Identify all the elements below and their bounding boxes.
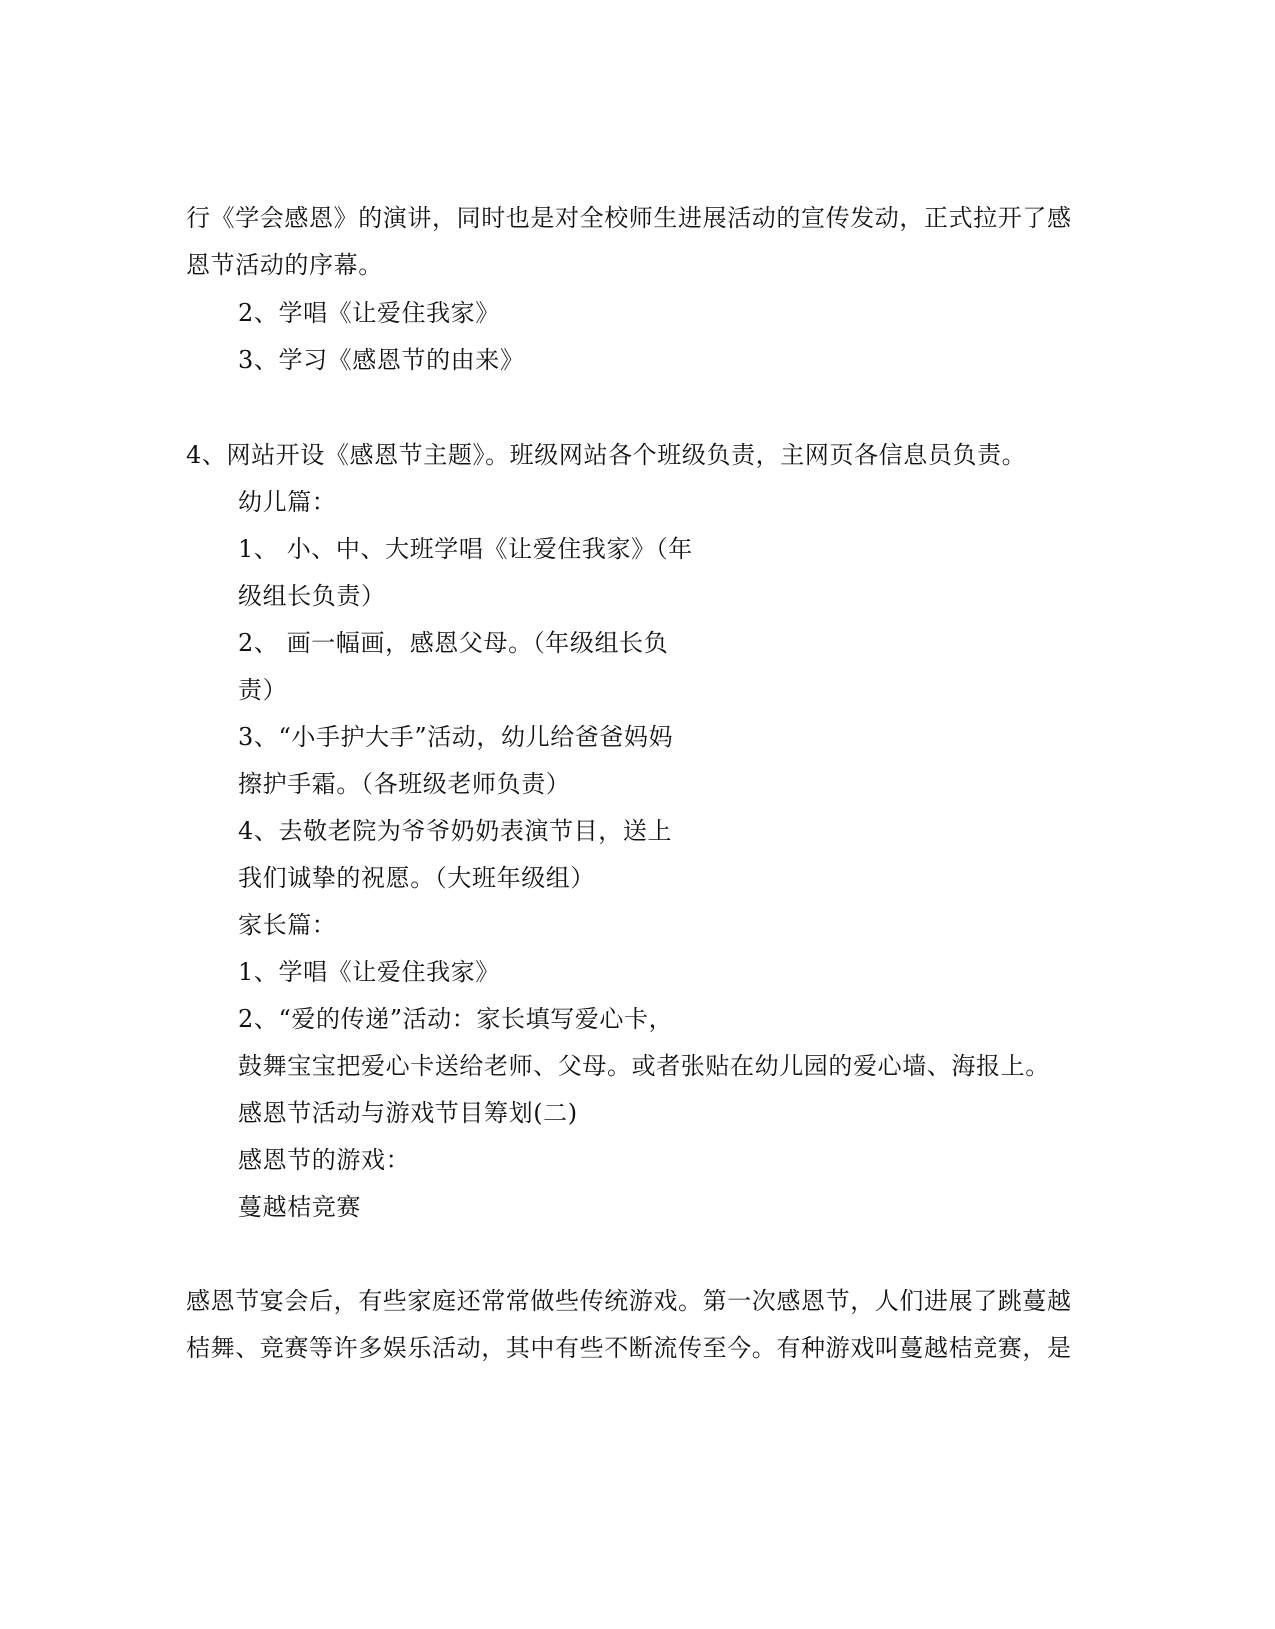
list-item-continuation: 责） bbox=[238, 676, 288, 704]
list-item-continuation: 我们诚挚的祝愿。（大班年级组） bbox=[238, 864, 595, 892]
section-title: 感恩节活动与游戏节目筹划(二) bbox=[238, 1099, 578, 1127]
list-item: 3、学习《感恩节的由来》 bbox=[238, 346, 525, 374]
section-heading: 感恩节的游戏： bbox=[238, 1146, 411, 1174]
list-item: 1、学唱《让爱住我家》 bbox=[238, 958, 500, 986]
list-item: 1、 小、中、大班学唱《让爱住我家》（年 bbox=[238, 535, 693, 563]
list-item: 4、去敬老院为爷爷奶奶表演节目，送上 bbox=[238, 817, 673, 845]
subsection-heading: 蔓越桔竞赛 bbox=[238, 1193, 361, 1221]
list-item: 2、 画一幅画，感恩父母。（年级组长负 bbox=[238, 629, 669, 657]
list-item-continuation: 级组长负责） bbox=[238, 582, 386, 610]
section-heading: 幼儿篇： bbox=[238, 488, 337, 516]
list-item: 2、学唱《让爱住我家》 bbox=[238, 299, 500, 327]
list-item: 2、“爱的传递”活动：家长填写爱心卡， bbox=[238, 1005, 674, 1033]
list-item: 4、网站开设《感恩节主题》。班级网站各个班级负责，主网页各信息员负责。 bbox=[186, 441, 1027, 469]
list-item-continuation: 鼓舞宝宝把爱心卡送给老师、父母。或者张贴在幼儿园的爱心墙、海报上。 bbox=[238, 1052, 1050, 1080]
paragraph-line: 感恩节宴会后，有些家庭还常常做些传统游戏。第一次感恩节，人们进展了跳蔓越 bbox=[186, 1287, 1072, 1315]
list-item: 3、“小手护大手”活动，幼儿给爸爸妈妈 bbox=[238, 723, 674, 751]
paragraph-line: 恩节活动的序幕。 bbox=[186, 251, 383, 279]
paragraph-line: 行《学会感恩》的演讲，同时也是对全校师生进展活动的宣传发动，正式拉开了感 bbox=[186, 204, 1072, 232]
paragraph-line: 桔舞、竞赛等许多娱乐活动，其中有些不断流传至今。有种游戏叫蔓越桔竞赛，是 bbox=[186, 1334, 1072, 1362]
section-heading: 家长篇： bbox=[238, 911, 337, 939]
list-item-continuation: 擦护手霜。（各班级老师负责） bbox=[238, 770, 571, 798]
